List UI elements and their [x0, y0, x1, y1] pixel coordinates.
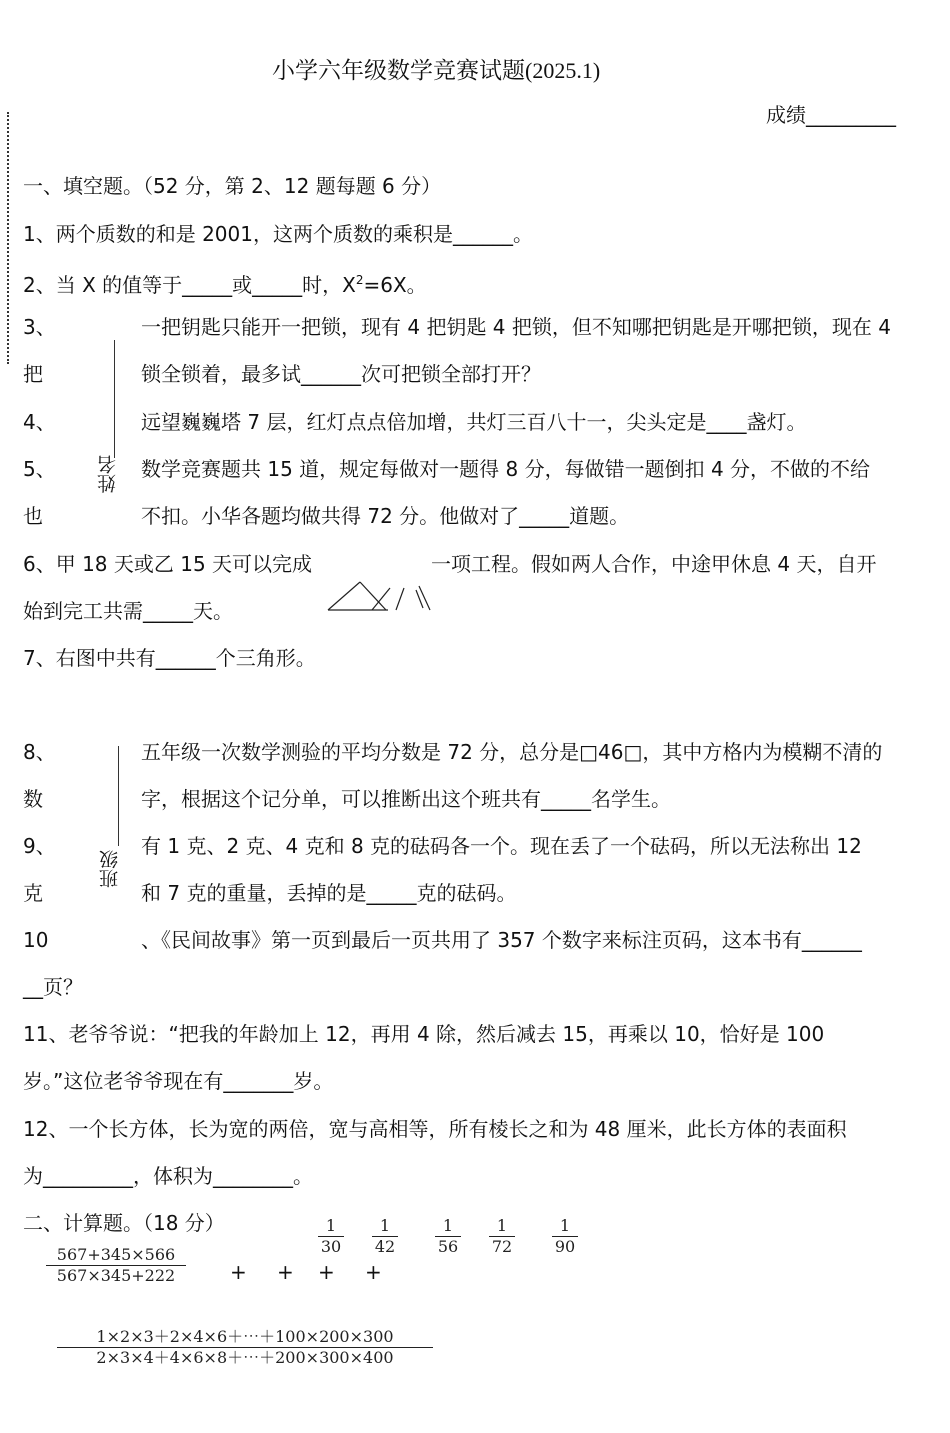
- score-field: 成绩_________: [766, 103, 896, 127]
- q5-number: 5、: [23, 457, 56, 481]
- q4-line1: 远望巍巍塔 7 层，红灯点点倍加增，共灯三百八十一，尖头定是____盏灯。: [141, 410, 807, 434]
- q2-suffix: =6X。: [363, 273, 427, 297]
- q9-number: 9、: [23, 834, 56, 858]
- calc2-fraction: [489, 1216, 515, 1257]
- q5-line2: 不扣。小华各题均做共得 72 分。他做对了_____道题。: [141, 504, 630, 528]
- calc2-fraction: [435, 1216, 461, 1257]
- calc3-fraction: [57, 1327, 433, 1368]
- calc3-numerator: 1×2×3＋2×4×6＋⋯＋100×200×300: [57, 1327, 433, 1348]
- title-year: (2025.1): [525, 58, 601, 83]
- calc1-denominator: 567×345+222: [56, 1266, 176, 1285]
- question-2: [23, 268, 427, 297]
- plus-operator: +: [277, 1260, 294, 1284]
- plus-operator: +: [365, 1260, 382, 1284]
- q3-number: 3、: [23, 315, 56, 339]
- binding-dotted-line: [7, 112, 9, 364]
- stray-line: [396, 588, 404, 610]
- q5-line1: 数学竞赛题共 15 道，规定每做对一题得 8 分，每做错一题倒扣 4 分，不做的不给: [141, 457, 871, 481]
- q3-line1: 一把钥匙只能开一把锁，现有 4 把钥匙 4 把锁，但不知哪把钥匙是开哪把锁，现在 4: [141, 315, 891, 339]
- triangle-edge: [328, 582, 360, 610]
- question-1: 1、两个质数的和是 2001，这两个质数的乘积是______。: [23, 222, 533, 246]
- q8-lead2: 数: [23, 787, 43, 811]
- q12-line2: 为_________，体积为________。: [23, 1164, 313, 1188]
- q2-exponent: 2: [355, 273, 364, 287]
- q4-number: 4、: [23, 410, 56, 434]
- q10-number: 10: [23, 928, 49, 952]
- calc3-denominator: 2×3×4＋4×6×8＋⋯＋200×300×400: [96, 1348, 394, 1367]
- q8-line2: 字，根据这个记分单，可以推断出这个班共有_____名学生。: [141, 787, 671, 811]
- fraction-denominator: 90: [554, 1237, 576, 1256]
- class-line: [118, 746, 119, 846]
- q10-line2: __页？: [23, 975, 83, 999]
- q8-number: 8、: [23, 740, 56, 764]
- triangle-figure: [326, 578, 438, 614]
- q3-line2: 锁全锁着，最多试______次可把锁全部打开？: [141, 362, 541, 386]
- fraction-denominator: 72: [491, 1237, 513, 1256]
- section2-heading: 二、计算题。（18 分）: [23, 1211, 225, 1235]
- fraction-numerator: 1: [552, 1216, 578, 1237]
- triangle-edge: [372, 588, 390, 610]
- q9-line1: 有 1 克、2 克、4 克和 8 克的砝码各一个。现在丢了一个砝码，所以无法称出 12: [141, 834, 862, 858]
- calc2-fraction: [552, 1216, 578, 1257]
- triangle-edge: [360, 582, 386, 610]
- fraction-numerator: 1: [435, 1216, 461, 1237]
- plus-operator: +: [318, 1260, 335, 1284]
- q8-line1: 五年级一次数学测验的平均分数是 72 分，总分是□46□，其中方格内为模糊不清的: [141, 740, 883, 764]
- question-7: 7、右图中共有______个三角形。: [23, 646, 316, 670]
- name-line: [114, 340, 115, 458]
- fraction-numerator: 1: [489, 1216, 515, 1237]
- q11-line1: 11、老爷爷说：“把我的年龄加上 12，再用 4 除，然后减去 15，再乘以 10，恰好是 100: [23, 1022, 825, 1046]
- q12-line1: 12、一个长方体，长为宽的两倍，宽与高相等，所有棱长之和为 48 厘米，此长方体的表面积: [23, 1117, 847, 1141]
- calc2-fraction: [372, 1216, 398, 1257]
- plus-operator: +: [230, 1260, 247, 1284]
- name-label: 姓名: [97, 455, 119, 493]
- fraction-numerator: 1: [372, 1216, 398, 1237]
- q2-prefix: 2、当 X 的值等于_____或_____时，X: [23, 273, 356, 297]
- q6-line1b: 一项工程。假如两人合作，中途甲休息 4 天，自开: [431, 552, 877, 576]
- calc2-fraction: [318, 1216, 344, 1257]
- q9-lead2: 克: [23, 881, 43, 905]
- fraction-denominator: 42: [374, 1237, 396, 1256]
- q9-line2: 和 7 克的重量，丢掉的是_____克的砝码。: [141, 881, 517, 905]
- section1-heading: 一、填空题。（52 分，第 2、12 题每题 6 分）: [23, 174, 442, 198]
- page-title: [272, 52, 600, 85]
- q10-line1: 、《民间故事》第一页到最后一页共用了 357 个数字来标注页码，这本书有______: [141, 928, 862, 952]
- q6-line1a: 6、甲 18 天或乙 15 天可以完成: [23, 552, 313, 576]
- fraction-denominator: 56: [437, 1237, 459, 1256]
- title-main: 小学六年级数学竞赛试题: [272, 58, 525, 84]
- fraction-numerator: 1: [318, 1216, 344, 1237]
- q5-lead2: 也: [23, 504, 43, 528]
- q6-line2: 始到完工共需_____天。: [23, 599, 233, 623]
- q11-line2: 岁。”这位老爷爷现在有_______岁。: [23, 1069, 334, 1093]
- calc1-numerator: 567+345×566: [46, 1245, 186, 1266]
- class-label: 班级: [99, 850, 121, 888]
- stray-line: [419, 586, 430, 610]
- q3-lead2: 把: [23, 362, 43, 386]
- calc1-fraction: [46, 1245, 186, 1286]
- fraction-denominator: 30: [320, 1237, 342, 1256]
